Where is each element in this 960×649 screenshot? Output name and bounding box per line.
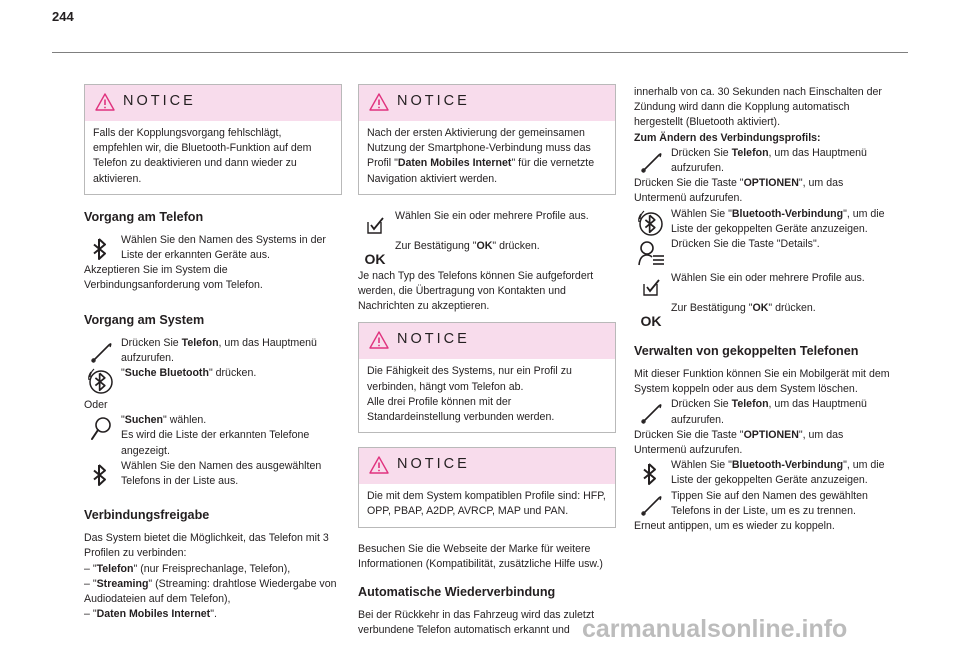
step-bluetooth-verbindung: Wählen Sie "Bluetooth-Verbindung", um die Liste der gekoppelten Geräte anzuzeigen. — [634, 207, 892, 237]
warning-icon — [369, 455, 389, 475]
step-press-telefon: Drücken Sie Telefon, um das Hauptmenü aufzurufen. — [84, 336, 342, 366]
press-finger-icon — [638, 148, 664, 176]
column-2 — [358, 84, 616, 638]
auto-reconnect-continued: innerhalb von ca. 30 Sekunden nach Einschalten der Zündung wird dann die Kopplung automatisch hergestellt (Bluetooth aktiviert). — [634, 86, 882, 129]
change-profile-subheading: Zum Ändern des Verbindungsprofils: — [634, 131, 821, 144]
oder-text: Oder — [84, 399, 108, 412]
ok-icon: OK — [640, 313, 662, 330]
watermark: carmanualsonline.info — [582, 615, 848, 643]
notice-box-compatible-profiles — [358, 447, 616, 527]
bluetooth-icon — [90, 234, 112, 264]
notice-text: Falls der Kopplungsvorgang fehlschlägt, empfehlen wir, die Bluetooth-Funktion auf dem Telefon zu deaktivieren und dann wieder zu aktivieren. — [93, 127, 312, 185]
notice-label: NOTICE — [397, 93, 470, 109]
press-finger-icon — [638, 399, 664, 427]
step-select-system-name: Wählen Sie den Namen des Systems in der Liste der erkannten Geräte aus. — [84, 233, 342, 263]
verwalten-intro: Mit dieser Funktion können Sie ein Mobilgerät mit dem System koppeln oder aus dem System löschen. — [634, 368, 890, 396]
profile-details-icon — [637, 239, 665, 267]
reconnect-text: Erneut antippen, um es wieder zu koppeln. — [634, 520, 835, 533]
step-bluetooth-verbindung: Wählen Sie "Bluetooth-Verbindung", um die Liste der gekoppelten Geräte anzuzeigen. — [634, 458, 892, 488]
step-confirm-ok: OK Zur Bestätigung "OK" drücken. — [358, 239, 616, 269]
press-finger-icon — [638, 491, 664, 519]
notice-box-profile-capability — [358, 322, 616, 433]
accept-request-text: Akzeptieren Sie im System die Verbindungsanforderung vom Telefon. — [84, 264, 263, 292]
transfer-acceptance-text: Je nach Typ des Telefons können Sie aufgefordert werden, die Übertragung von Kontakten und Nachrichten zu akzeptieren. — [358, 269, 594, 313]
warning-icon — [369, 92, 389, 112]
notice-text: Nach der ersten Aktivierung der gemeinsamen Nutzung der Smartphone-Verbindung muss das Profil "Daten Mobiles Internet" für die vernetzte Navigation aktiviert werden. — [367, 127, 595, 185]
bluetooth-search-icon — [86, 366, 116, 396]
auto-reconnect-text: Bei der Rückkehr in das Fahrzeug wird das zuletzt verbundene Telefon automatisch erkannt und — [358, 609, 595, 637]
brand-website-text: Besuchen Sie die Webseite der Marke für weitere Informationen (Kompatibilität, zusätzliche Hilfe usw.) — [358, 542, 603, 570]
profile-list-item: – "Daten Mobiles Internet". — [84, 608, 217, 621]
notice-label: NOTICE — [397, 456, 470, 473]
header-rule — [52, 52, 908, 53]
step-press-telefon: Drücken Sie Telefon, um das Hauptmenü aufzurufen. — [634, 146, 892, 176]
bluetooth-icon — [90, 460, 112, 490]
heading-automatische-wiederverbindung: Automatische Wiederverbindung — [358, 585, 556, 600]
notice-label: NOTICE — [397, 331, 470, 348]
notice-header — [85, 85, 341, 121]
notice-text: Die Fähigkeit des Systems, nur ein Profil zu verbinden, hängt vom Telefon ab. Alle drei Profile können mit der Standardeinstellung verbunden werden. — [367, 365, 572, 424]
step-select-profiles: Wählen Sie ein oder mehrere Profile aus. — [358, 209, 616, 239]
checkbox-icon — [364, 214, 386, 236]
notice-header — [359, 323, 615, 359]
step-details: Drücken Sie die Taste "Details". — [634, 237, 892, 267]
checkbox-icon — [640, 276, 662, 298]
notice-header — [359, 85, 615, 121]
warning-icon — [95, 92, 115, 112]
profile-list-item: – "Streaming" (Streaming: drahtlose Wiedergabe von Audiodateien auf dem Telefon), — [84, 577, 337, 606]
heading-verwalten: Verwalten von gekoppelten Telefonen — [634, 344, 859, 359]
profile-list-item: – "Telefon" (nur Freisprechanlage, Telefon), — [84, 562, 291, 575]
magnifier-icon — [88, 415, 114, 443]
warning-icon — [369, 330, 389, 350]
step-press-telefon: Drücken Sie Telefon, um das Hauptmenü aufzurufen. — [634, 397, 892, 427]
page-number: 244 — [52, 9, 74, 24]
step-select-telefon-name: Wählen Sie den Namen des ausgewählten Telefons in der Liste aus. — [84, 459, 342, 489]
notice-label: NOTICE — [123, 93, 196, 109]
optionen-step-text: Drücken Sie die Taste "OPTIONEN", um das Untermenü aufzurufen. — [634, 177, 844, 205]
freigabe-intro: Das System bietet die Möglichkeit, das Telefon mit 3 Profilen zu verbinden: — [84, 532, 329, 560]
column-3 — [634, 85, 892, 534]
step-select-profiles: Wählen Sie ein oder mehrere Profile aus. — [634, 271, 892, 301]
bluetooth-search-icon — [636, 208, 666, 238]
step-confirm-ok: OK Zur Bestätigung "OK" drücken. — [634, 301, 892, 331]
press-finger-icon — [88, 338, 114, 366]
bluetooth-icon — [640, 459, 662, 489]
step-suche-bluetooth: "Suche Bluetooth" drücken. — [84, 366, 342, 396]
ok-icon: OK — [364, 251, 386, 268]
step-tap-to-disconnect: Tippen Sie auf den Namen des gewählten Telefons in der Liste, um es zu trennen. — [634, 489, 892, 519]
notice-box-pairing-failure — [84, 84, 342, 195]
heading-verbindungsfreigabe: Verbindungsfreigabe — [84, 508, 210, 523]
column-1 — [84, 84, 342, 622]
heading-vorgang-telefon: Vorgang am Telefon — [84, 209, 204, 224]
heading-vorgang-system: Vorgang am System — [84, 312, 205, 327]
notice-box-mobile-data — [358, 84, 616, 195]
notice-header — [359, 448, 615, 484]
step-suchen: "Suchen" wählen. Es wird die Liste der erkannten Telefone angezeigt. — [84, 413, 342, 459]
optionen-step-text: Drücken Sie die Taste "OPTIONEN", um das Untermenü aufzurufen. — [634, 428, 844, 457]
notice-text: Die mit dem System kompatiblen Profile sind: HFP, OPP, PBAP, A2DP, AVRCP, MAP und PAN. — [367, 490, 606, 518]
